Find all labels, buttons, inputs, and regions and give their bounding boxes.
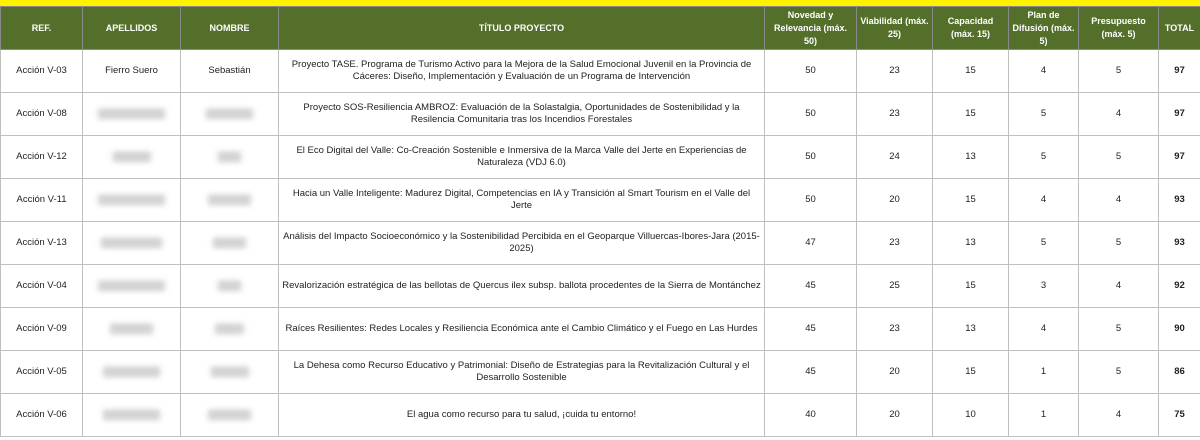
cell-titulo[interactable]: Raíces Resilientes: Redes Locales y Resiliencia Económica ante el Cambio Climático y el Fuego en Las Hurdes (279, 308, 765, 351)
cell-nombre[interactable] (181, 351, 279, 394)
cell-novedad[interactable]: 50 (765, 179, 857, 222)
cell-titulo[interactable]: Análisis del Impacto Socioeconómico y la Sostenibilidad Percibida en el Geoparque Villuercas-Ibores-Jara (2015-2025) (279, 222, 765, 265)
cell-nombre[interactable] (181, 308, 279, 351)
cell-capacidad[interactable]: 13 (933, 136, 1009, 179)
col-header-total[interactable]: TOTAL (1159, 7, 1200, 50)
table-row[interactable] (1, 308, 1200, 351)
cell-nombre[interactable] (181, 136, 279, 179)
cell-viabilidad[interactable]: 20 (857, 179, 933, 222)
cell-viabilidad[interactable]: 20 (857, 394, 933, 437)
cell-apellidos[interactable] (83, 394, 181, 437)
cell-difusion[interactable]: 1 (1009, 351, 1079, 394)
cell-ref[interactable]: Acción V-08 (1, 93, 83, 136)
apellidos-text: Fierro Suero (105, 65, 158, 76)
redacted-apellidos: xxxxxxxxxxxx (103, 409, 160, 420)
redacted-nombre: xxxxxxxxx (208, 194, 251, 205)
redacted-apellidos: xxxxxxxxxxxxxx (98, 280, 165, 291)
col-header-capacidad[interactable]: Capacidad (máx. 15) (933, 7, 1009, 50)
cell-ref[interactable]: Acción V-06 (1, 394, 83, 437)
col-header-difusion[interactable]: Plan de Difusión (máx. 5) (1009, 7, 1079, 50)
cell-capacidad[interactable]: 15 (933, 50, 1009, 93)
cell-presupuesto[interactable]: 5 (1079, 351, 1159, 394)
cell-ref[interactable]: Acción V-09 (1, 308, 83, 351)
redacted-nombre: xxxxxxxxx (208, 409, 251, 420)
table-row[interactable] (1, 265, 1200, 308)
table-row[interactable] (1, 179, 1200, 222)
cell-capacidad[interactable]: 10 (933, 394, 1009, 437)
cell-apellidos[interactable] (83, 222, 181, 265)
col-header-novedad[interactable]: Novedad y Relevancia (máx. 50) (765, 7, 857, 50)
cell-novedad[interactable]: 50 (765, 136, 857, 179)
cell-total[interactable]: 97 (1159, 93, 1200, 136)
cell-titulo[interactable]: Proyecto SOS-Resiliencia AMBROZ: Evaluación de la Solastalgia, Oportunidades de Sostenibilidad y la Resilencia Comunitaria tras los Incendios Forestales (279, 93, 765, 136)
cell-total[interactable]: 97 (1159, 50, 1200, 93)
cell-ref[interactable]: Acción V-03 (1, 50, 83, 93)
redacted-nombre: xxxxx (217, 151, 242, 162)
cell-presupuesto[interactable]: 5 (1079, 136, 1159, 179)
cell-viabilidad[interactable]: 23 (857, 222, 933, 265)
cell-nombre[interactable] (181, 394, 279, 437)
nombre-text: Sebastián (208, 65, 251, 76)
col-header-nombre[interactable]: NOMBRE (181, 7, 279, 50)
cell-novedad[interactable]: 45 (765, 351, 857, 394)
cell-titulo[interactable]: La Dehesa como Recurso Educativo y Patrimonial: Diseño de Estrategias para la Revitalización Cultural y el Desarrollo Sostenible (279, 351, 765, 394)
cell-difusion[interactable]: 1 (1009, 394, 1079, 437)
col-header-apellidos[interactable]: APELLIDOS (83, 7, 181, 50)
cell-viabilidad[interactable]: 23 (857, 50, 933, 93)
cell-difusion[interactable]: 5 (1009, 136, 1079, 179)
cell-apellidos[interactable] (83, 351, 181, 394)
col-header-viabilidad[interactable]: Viabilidad (máx. 25) (857, 7, 933, 50)
cell-apellidos[interactable] (83, 308, 181, 351)
table-body (1, 50, 1200, 437)
cell-capacidad[interactable]: 15 (933, 179, 1009, 222)
cell-apellidos[interactable] (83, 50, 181, 93)
redacted-nombre: xxxxxxxxxx (205, 108, 254, 119)
table-row[interactable] (1, 351, 1200, 394)
cell-ref[interactable]: Acción V-04 (1, 265, 83, 308)
redacted-apellidos: xxxxxxxxxxxxxx (98, 194, 165, 205)
redacted-apellidos: xxxxxxxxxxxxx (100, 237, 163, 248)
redacted-nombre: xxxxxxxx (210, 366, 249, 377)
cell-presupuesto[interactable]: 4 (1079, 394, 1159, 437)
cell-apellidos[interactable] (83, 179, 181, 222)
cell-presupuesto[interactable]: 4 (1079, 93, 1159, 136)
cell-nombre[interactable] (181, 265, 279, 308)
cell-difusion[interactable]: 3 (1009, 265, 1079, 308)
cell-difusion[interactable]: 5 (1009, 93, 1079, 136)
col-header-presupuesto[interactable]: Presupuesto (máx. 5) (1079, 7, 1159, 50)
cell-viabilidad[interactable]: 25 (857, 265, 933, 308)
cell-viabilidad[interactable]: 23 (857, 308, 933, 351)
cell-difusion[interactable]: 4 (1009, 179, 1079, 222)
cell-novedad[interactable]: 50 (765, 50, 857, 93)
cell-total[interactable]: 92 (1159, 265, 1200, 308)
cell-ref[interactable]: Acción V-11 (1, 179, 83, 222)
cell-total[interactable]: 97 (1159, 136, 1200, 179)
cell-presupuesto[interactable]: 4 (1079, 265, 1159, 308)
cell-nombre[interactable] (181, 222, 279, 265)
col-header-titulo[interactable]: TÍTULO PROYECTO (279, 7, 765, 50)
cell-total[interactable]: 75 (1159, 394, 1200, 437)
cell-presupuesto[interactable]: 5 (1079, 308, 1159, 351)
cell-titulo[interactable]: Revalorización estratégica de las bellotas de Quercus ilex subsp. ballota procedentes de la Sierra de Montánchez (279, 265, 765, 308)
cell-difusion[interactable]: 4 (1009, 308, 1079, 351)
redacted-apellidos: xxxxxxxxxxxx (103, 366, 160, 377)
cell-novedad[interactable]: 40 (765, 394, 857, 437)
cell-total[interactable]: 93 (1159, 179, 1200, 222)
cell-total[interactable]: 86 (1159, 351, 1200, 394)
cell-novedad[interactable]: 45 (765, 308, 857, 351)
cell-capacidad[interactable]: 15 (933, 265, 1009, 308)
cell-titulo[interactable]: El Eco Digital del Valle: Co-Creación Sostenible e Inmersiva de la Marca Valle del Jerte en Experiencias de Naturaleza (VDJ 6.0) (279, 136, 765, 179)
table-row[interactable] (1, 50, 1200, 93)
table-row[interactable] (1, 93, 1200, 136)
cell-apellidos[interactable] (83, 93, 181, 136)
table-row[interactable] (1, 136, 1200, 179)
cell-viabilidad[interactable]: 20 (857, 351, 933, 394)
table-row[interactable] (1, 394, 1200, 437)
redacted-nombre: xxxxxx (215, 323, 244, 334)
cell-titulo[interactable]: Hacia un Valle Inteligente: Madurez Digital, Competencias en IA y Transición al Smart Tourism en el Valle del Jerte (279, 179, 765, 222)
cell-viabilidad[interactable]: 24 (857, 136, 933, 179)
cell-difusion[interactable]: 4 (1009, 50, 1079, 93)
redacted-apellidos: xxxxxxxxxxxxxx (98, 108, 165, 119)
cell-viabilidad[interactable]: 23 (857, 93, 933, 136)
cell-nombre[interactable] (181, 179, 279, 222)
cell-nombre[interactable] (181, 50, 279, 93)
cell-presupuesto[interactable]: 5 (1079, 222, 1159, 265)
cell-ref[interactable]: Acción V-05 (1, 351, 83, 394)
col-header-ref[interactable]: REF. (1, 7, 83, 50)
cell-nombre[interactable] (181, 93, 279, 136)
cell-titulo[interactable]: El agua como recurso para tu salud, ¡cuida tu entorno! (279, 394, 765, 437)
scores-table (0, 6, 1200, 437)
cell-total[interactable]: 90 (1159, 308, 1200, 351)
redacted-nombre: xxxxxxx (212, 237, 247, 248)
cell-ref[interactable]: Acción V-12 (1, 136, 83, 179)
cell-ref[interactable]: Acción V-13 (1, 222, 83, 265)
cell-apellidos[interactable] (83, 136, 181, 179)
cell-novedad[interactable]: 45 (765, 265, 857, 308)
header-row (1, 7, 1200, 50)
redacted-nombre: xxxxx (217, 280, 242, 291)
cell-difusion[interactable]: 5 (1009, 222, 1079, 265)
cell-capacidad[interactable]: 15 (933, 93, 1009, 136)
cell-presupuesto[interactable]: 5 (1079, 50, 1159, 93)
cell-capacidad[interactable]: 13 (933, 308, 1009, 351)
cell-novedad[interactable]: 47 (765, 222, 857, 265)
cell-capacidad[interactable]: 13 (933, 222, 1009, 265)
redacted-apellidos: xxxxxxxxx (110, 323, 153, 334)
cell-presupuesto[interactable]: 4 (1079, 179, 1159, 222)
cell-total[interactable]: 93 (1159, 222, 1200, 265)
cell-titulo[interactable]: Proyecto TASE. Programa de Turismo Activo para la Mejora de la Salud Emocional Juvenil en la Provincia de Cáceres: Diseño, Implementación y Evaluación de un Programa de Intervención (279, 50, 765, 93)
table-row[interactable] (1, 222, 1200, 265)
redacted-apellidos: xxxxxxxx (112, 151, 151, 162)
cell-capacidad[interactable]: 15 (933, 351, 1009, 394)
cell-apellidos[interactable] (83, 265, 181, 308)
cell-novedad[interactable]: 50 (765, 93, 857, 136)
